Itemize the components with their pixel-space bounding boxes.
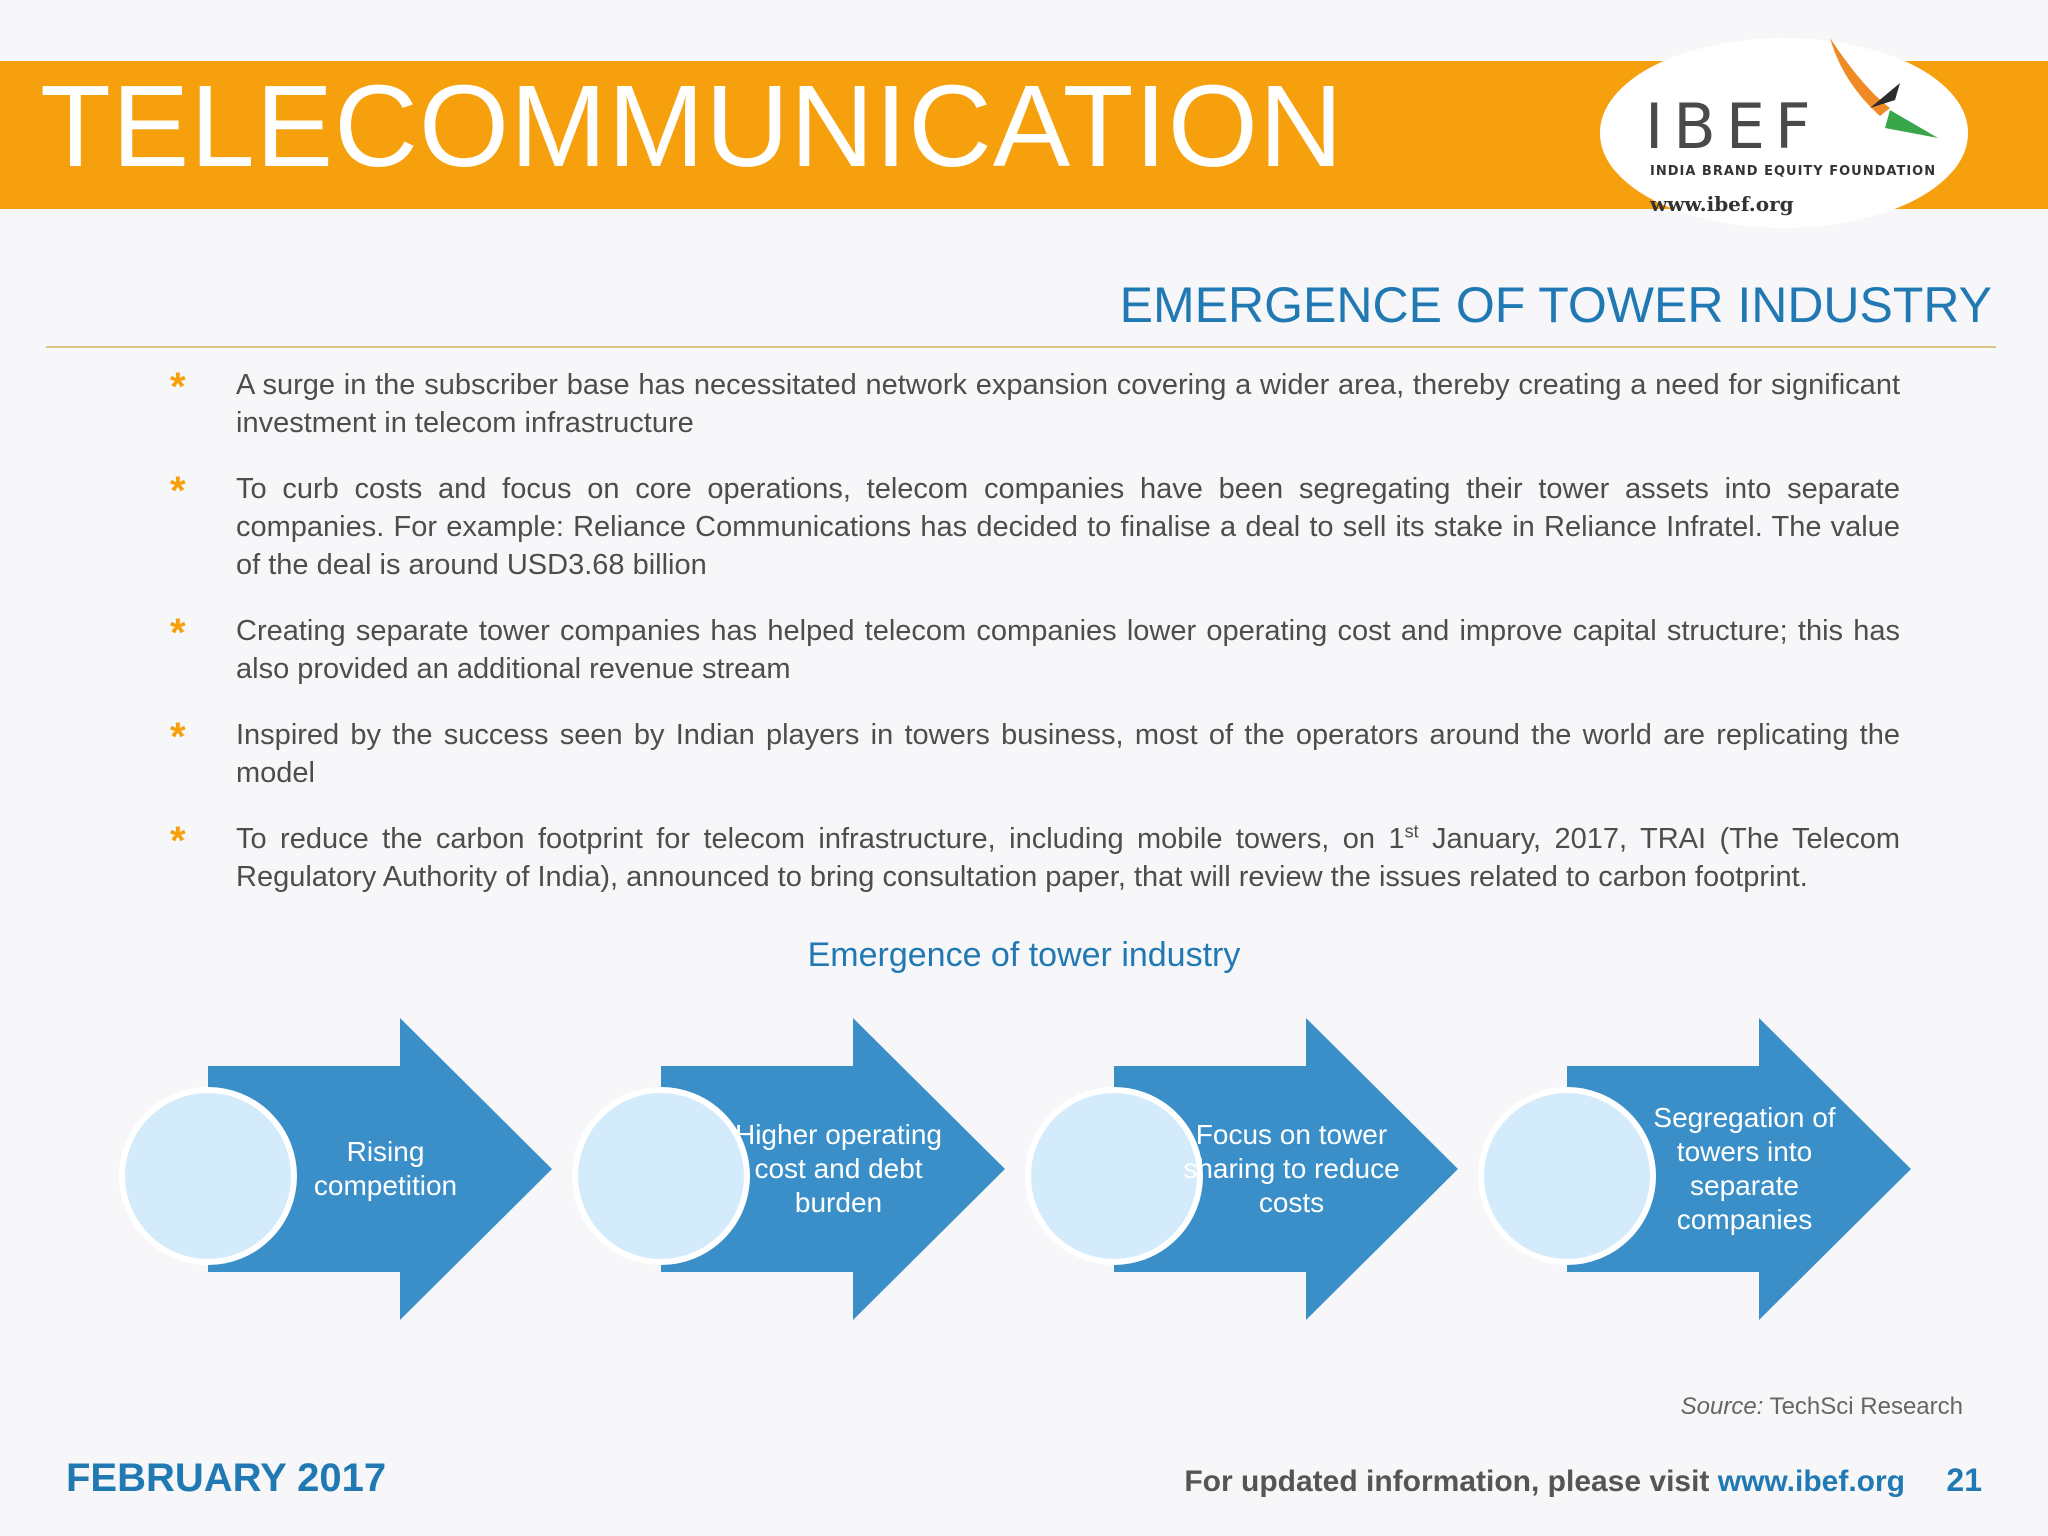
bullet-item (170, 366, 1900, 442)
asterisk-bullet-icon: * (170, 611, 186, 655)
flow-step-label: Higher operating cost and debt burden (734, 1119, 943, 1218)
flow-step-4 (1477, 1018, 1917, 1320)
bullet-text: To reduce the carbon footprint for telecom infrastructure, including mobile towers, on 1st January, 2017, TRAI (The Telecom Regulatory Authority of India), announced to bring consultation paper, that will review the issues related to carbon footprint. (236, 821, 1900, 893)
ibef-logo (1600, 38, 1968, 228)
diagram-title: Emergence of tower industry (807, 936, 1241, 974)
flow-step-label: Rising competition (313, 1136, 458, 1201)
bullet-list (170, 366, 1900, 924)
section-title: EMERGENCE OF TOWER INDUSTRY (1119, 277, 1992, 333)
bullet-item (170, 820, 1900, 896)
flow-step-label: Segregation of towers into separate companies (1653, 1102, 1836, 1235)
logo-url: www.ibef.org (1650, 192, 1794, 216)
asterisk-bullet-icon: * (170, 819, 186, 863)
page-title: TELECOMMUNICATION (40, 61, 1344, 191)
asterisk-bullet-icon: * (170, 715, 186, 759)
asterisk-bullet-icon: * (170, 365, 186, 409)
bullet-text: Inspired by the success seen by Indian players in towers business, most of the operators around the world are replicating the model (236, 719, 1900, 789)
flow-step-1 (118, 1018, 558, 1320)
flow-step-label: Focus on tower sharing to reduce costs (1183, 1119, 1400, 1218)
bullet-item (170, 716, 1900, 792)
footer-visit: For updated information, please visit www.ibef.org (1184, 1465, 1905, 1498)
bullet-text: A surge in the subscriber base has necessitated network expansion covering a wider area, thereby creating a need for significant investment in telecom infrastructure (236, 369, 1900, 439)
logo-wordmark: IBEF (1645, 90, 1821, 163)
source-note: Source: TechSci Research (1680, 1393, 1963, 1420)
bullet-item (170, 612, 1900, 688)
bird-logo-icon (1810, 38, 1940, 148)
footer-link[interactable]: www.ibef.org (1717, 1465, 1905, 1498)
bullet-text: To curb costs and focus on core operations, telecom companies have been segregating their tower assets into separate companies. For example: Reliance Communications has decided to finalise a deal to sell its stake in Reliance Infratel. The value of the deal is around USD3.68 billion (236, 473, 1900, 581)
flow-step-2 (571, 1018, 1011, 1320)
flow-step-3 (1024, 1018, 1464, 1320)
page-number: 21 (1946, 1462, 1982, 1498)
logo-tagline: INDIA BRAND EQUITY FOUNDATION (1650, 164, 1937, 179)
asterisk-bullet-icon: * (170, 469, 186, 513)
footer-date: FEBRUARY 2017 (66, 1456, 387, 1500)
bullet-text: Creating separate tower companies has helped telecom companies lower operating cost and improve capital structure; this has also provided an additional revenue stream (236, 615, 1900, 685)
bullet-item (170, 470, 1900, 584)
section-divider (46, 346, 1996, 348)
